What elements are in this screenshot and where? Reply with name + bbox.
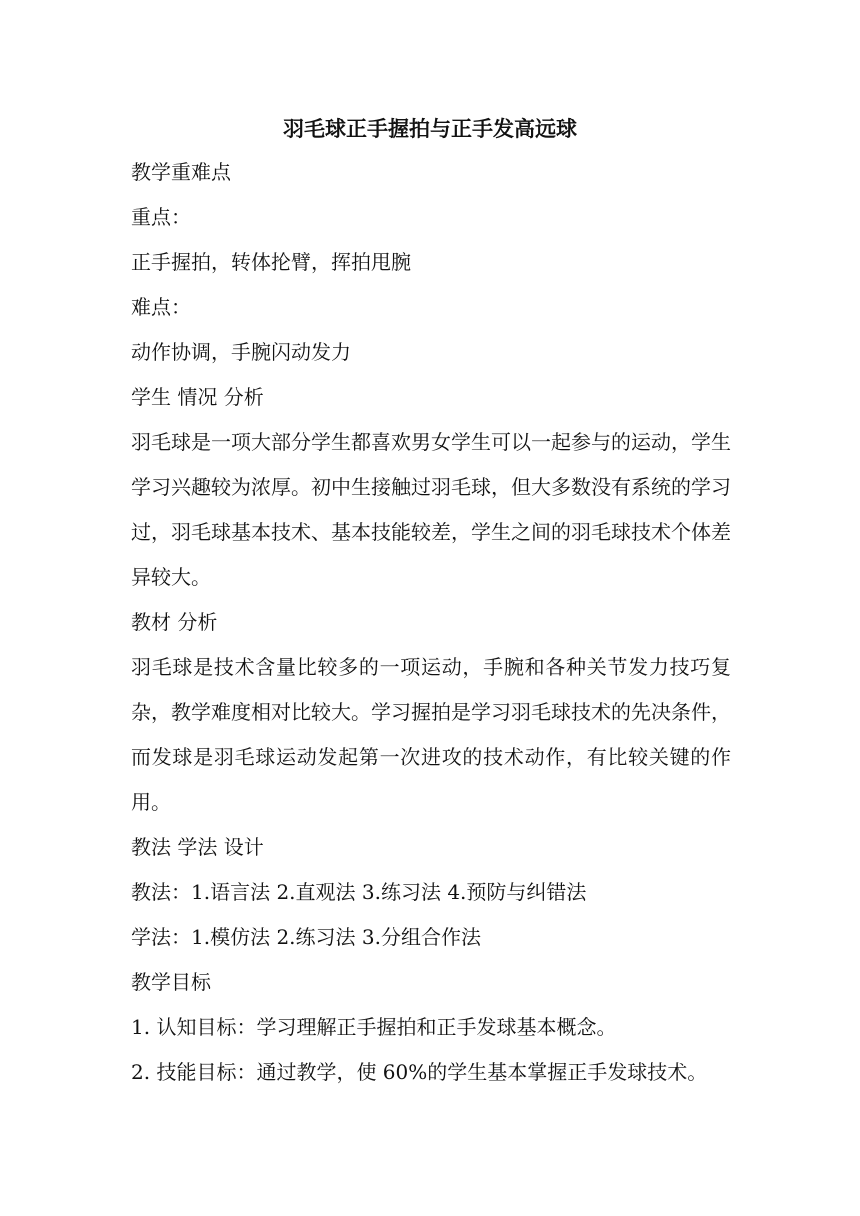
methods-heading: 教法 学法 设计 [131, 835, 264, 859]
learning-methods: 学法：1.模仿法 2.练习法 3.分组合作法 [131, 925, 481, 949]
teaching-methods: 教法：1.语言法 2.直观法 3.练习法 4.预防与纠错法 [131, 880, 587, 904]
material-analysis-heading: 教材 分析 [131, 610, 218, 634]
student-analysis-heading: 学生 情况 分析 [131, 385, 264, 409]
key-points-heading: 教学重难点 [131, 160, 231, 184]
difficulty-text: 动作协调，手腕闪动发力 [131, 340, 351, 364]
focus-label: 重点： [131, 205, 191, 229]
objective-item: 2. 技能目标：通过教学，使 60%的学生基本掌握正手发球技术。 [131, 1060, 708, 1084]
difficulty-label: 难点： [131, 295, 191, 319]
student-analysis-paragraph: 羽毛球是一项大部分学生都喜欢男女学生可以一起参与的运动，学生学习兴趣较为浓厚。初中生接触过羽毛球，但大多数没有系统的学习过，羽毛球基本技术、基本技能较差，学生之间的羽毛球技术个体差异较大。 [131, 430, 731, 589]
focus-text: 正手握拍，转体抡臂，挥拍甩腕 [131, 250, 411, 274]
objective-item: 1. 认知目标：学习理解正手握拍和正手发球基本概念。 [131, 1015, 617, 1039]
document-title: 羽毛球正手握拍与正手发高远球 [283, 116, 577, 141]
objectives-heading: 教学目标 [131, 970, 211, 994]
material-analysis-paragraph: 羽毛球是技术含量比较多的一项运动，手腕和各种关节发力技巧复杂，教学难度相对比较大。学习握拍是学习羽毛球技术的先决条件，而发球是羽毛球运动发起第一次进攻的技术动作，有比较关键的作用。 [131, 655, 731, 814]
